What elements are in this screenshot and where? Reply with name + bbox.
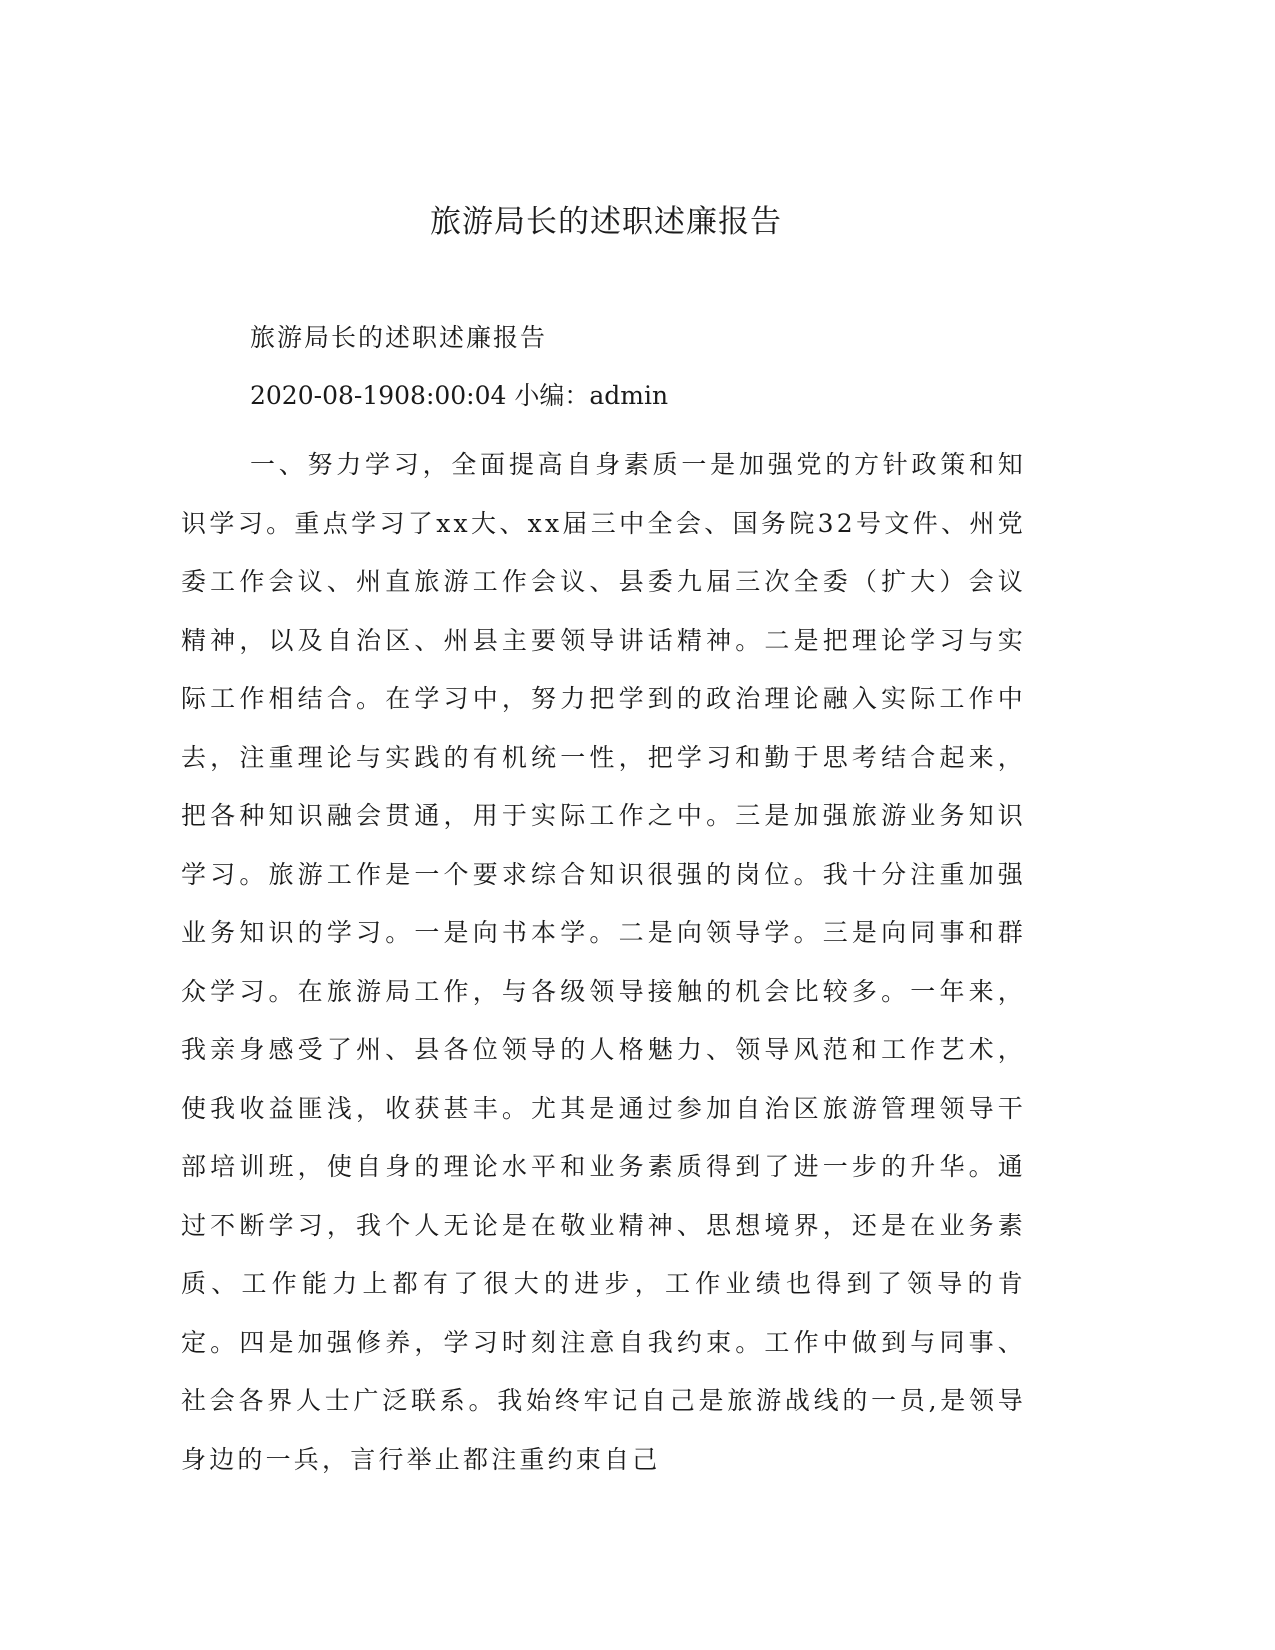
editor-name: admin bbox=[589, 381, 669, 410]
document-subtitle: 旅游局长的述职述廉报告 bbox=[250, 323, 548, 352]
publish-datetime: 2020-08-1908:00:04 bbox=[250, 381, 507, 410]
document-title: 旅游局长的述职述廉报告 bbox=[430, 204, 782, 240]
publish-meta bbox=[250, 378, 668, 414]
body-paragraph: 一、努力学习，全面提高自身素质一是加强党的方针政策和知识学习。重点学习了xx大、xx届三中全会、国务院32号文件、州党委工作会议、州直旅游工作会议、县委九届三次全委（扩大）会议精神，以及自治区、州县主要领导讲话精神。二是把理论学习与实际工作相结合。在学习中，努力把学到的政治理论融入实际工作中去，注重理论与实践的有机统一性，把学习和勤于思考结合起来，把各种知识融会贯通，用于实际工作之中。三是加强旅游业务知识学习。旅游工作是一个要求综合知识很强的岗位。我十分注重加强业务知识的学习。一是向书本学。二是向领导学。三是向同事和群众学习。在旅游局工作，与各级领导接触的机会比较多。一年来，我亲身感受了州、县各位领导的人格魅力、领导风范和工作艺术，使我收益匪浅，收获甚丰。尤其是通过参加自治区旅游管理领导干部培训班，使自身的理论水平和业务素质得到了进一步的升华。通过不断学习，我个人无论是在敬业精神、思想境界，还是在业务素质、工作能力上都有了很大的进步，工作业绩也得到了领导的肯定。四是加强修养，学习时刻注意自我约束。工作中做到与同事、社会各界人士广泛联系。我始终牢记自己是旅游战线的一员,是领导身边的一兵，言行举止都注重约束自己 bbox=[181, 450, 1026, 1474]
editor-label: 小编： bbox=[514, 381, 590, 410]
